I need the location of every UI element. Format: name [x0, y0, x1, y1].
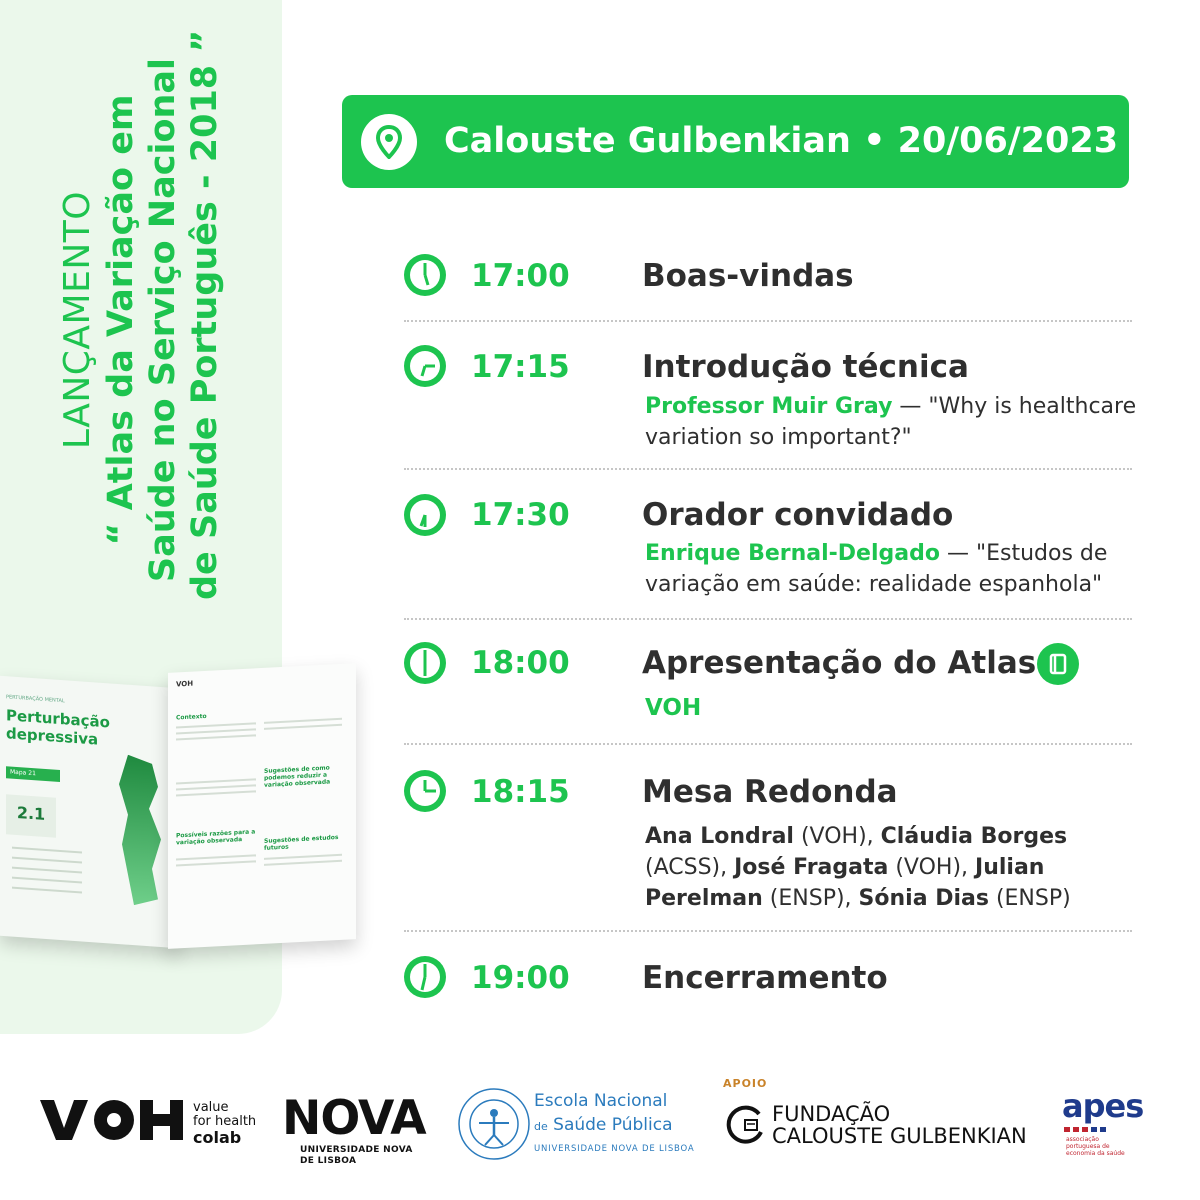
magazine-brand: VOH: [176, 679, 194, 689]
magazine-line: [12, 877, 82, 884]
agenda-time: 19:00: [471, 960, 570, 996]
panelist-name: Julian Perelman: [645, 855, 1045, 911]
event-title: [56, 29, 226, 600]
divider: [404, 618, 1132, 620]
magazine-section: PERTURBAÇÃO MENTAL: [6, 694, 65, 705]
speaker-name: Enrique Bernal-Delgado: [645, 541, 940, 566]
agenda-time: 17:15: [471, 349, 570, 385]
magazine-map-label: Mapa 21: [6, 766, 60, 782]
fcg-line-2: CALOUSTE GULBENKIAN: [772, 1124, 1027, 1148]
agenda-time: 17:00: [471, 258, 570, 294]
atlas-magazine-image: [0, 668, 362, 968]
agenda-title: Boas-vindas: [642, 258, 854, 294]
magazine-suggestions: Sugestões de como podemos reduzir a variação observada: [264, 764, 331, 789]
magazine-value: 2.1: [6, 794, 56, 837]
agenda-title: Orador convidado: [642, 497, 954, 533]
nova-sub-line: DE LISBOA: [300, 1156, 357, 1166]
panelist-org: (ACSS),: [645, 855, 735, 880]
voh-tagline: [193, 1101, 256, 1147]
panelist-org: (ENSP): [988, 886, 1071, 911]
magazine-line: [176, 860, 256, 866]
magazine-future: Sugestões de estudos futuros: [264, 833, 339, 852]
agenda-title: Apresentação do Atlas: [642, 645, 1037, 681]
agenda-time: 17:30: [471, 497, 570, 533]
magazine-line: [264, 724, 342, 730]
agenda-description: [645, 538, 1145, 600]
magazine-line: [176, 722, 256, 728]
apes-dots-icon: [1064, 1127, 1124, 1132]
gulbenkian-emblem-icon: [723, 1104, 767, 1148]
magazine-line: [12, 867, 82, 874]
magazine-line: [176, 728, 256, 734]
agenda-time: 18:00: [471, 645, 570, 681]
ensp-saude-publica: Saúde Pública: [547, 1115, 673, 1135]
talk-title: — "Why is healthcare variation so important?": [645, 394, 1137, 450]
ensp-emblem-icon: [457, 1087, 531, 1161]
support-label: APOIO: [723, 1077, 768, 1090]
ensp-line-3: UNIVERSIDADE NOVA DE LISBOA: [534, 1144, 695, 1154]
clock-icon: [404, 956, 446, 998]
voh-tag-line: colab: [193, 1128, 242, 1147]
apes-logo: apes: [1062, 1087, 1144, 1125]
location-date-text: Calouste Gulbenkian • 20/06/2023: [444, 121, 1119, 161]
divider: [404, 930, 1132, 932]
ensp-de: de: [534, 1120, 548, 1133]
speaker-name: Professor Muir Gray: [645, 394, 893, 419]
location-pin-icon: [361, 114, 417, 170]
divider: [404, 468, 1132, 470]
title-line-3: Saúde no Serviço Nacional: [143, 57, 183, 583]
magazine-line: [176, 784, 256, 790]
voh-tag-line: value: [193, 1100, 229, 1115]
magazine-line: [12, 887, 82, 894]
panelist-name: Cláudia Borges: [880, 824, 1068, 849]
presenter-voh: VOH: [645, 695, 702, 721]
clock-icon: [404, 642, 446, 684]
ensp-line-2: [534, 1114, 673, 1138]
title-line-2: “ Atlas da Variação em: [101, 94, 141, 546]
magazine-line: [12, 847, 82, 854]
agenda-time: 18:15: [471, 774, 570, 810]
magazine-reasons: Possíveis razões para a variação observada: [176, 828, 256, 847]
nova-logo: NOVA: [282, 1091, 426, 1146]
divider: [404, 743, 1132, 745]
clock-icon: [404, 345, 446, 387]
magazine-right-page: [168, 663, 356, 949]
panelist-org: (VOH),: [888, 855, 976, 880]
agenda-title: Introdução técnica: [642, 349, 969, 385]
panelist-org: (ENSP),: [762, 886, 859, 911]
magazine-line: [176, 778, 256, 784]
apes-subtitle: associação portuguesa de economia da saúde: [1066, 1136, 1125, 1157]
title-line-1: LANÇAMENTO: [57, 190, 98, 450]
title-line-4: de Saúde Português - 2018 ”: [185, 29, 225, 600]
agenda-description: [645, 391, 1145, 453]
clock-icon: [404, 254, 446, 296]
portugal-map-shape: [110, 753, 170, 907]
magazine-line: [12, 857, 82, 864]
talk-title: — "Estudos de variação em saúde: realidade espanhola": [645, 541, 1108, 597]
fcg-line-1: FUNDAÇÃO: [772, 1102, 891, 1126]
panelist-name: Sónia Dias: [858, 886, 989, 911]
panelist-name: José Fragata: [734, 855, 889, 880]
magazine-left-page: [0, 676, 178, 948]
nova-sub-line: UNIVERSIDADE NOVA: [300, 1145, 413, 1155]
magazine-line: [176, 734, 256, 740]
book-icon: [1037, 643, 1079, 685]
magazine-line: [264, 854, 342, 860]
divider: [404, 320, 1132, 322]
magazine-line: [176, 790, 256, 796]
panelist-org: (VOH),: [793, 824, 881, 849]
magazine-line: [176, 854, 256, 860]
nova-subtitle: [300, 1145, 413, 1167]
agenda-title: Encerramento: [642, 960, 888, 996]
panelist-name: Ana Londral: [645, 824, 794, 849]
magazine-heading: Perturbação depressiva: [6, 706, 110, 749]
clock-icon: [404, 494, 446, 536]
clock-icon: [404, 770, 446, 812]
magazine-context: Contexto: [176, 712, 207, 722]
magazine-line: [264, 860, 342, 866]
voh-tag-line: for health: [193, 1114, 257, 1129]
agenda-title: Mesa Redonda: [642, 774, 898, 810]
ensp-line-1: Escola Nacional: [534, 1091, 668, 1111]
voh-logo: [40, 1098, 185, 1142]
magazine-line: [264, 718, 342, 724]
panel-participants: [645, 821, 1135, 914]
